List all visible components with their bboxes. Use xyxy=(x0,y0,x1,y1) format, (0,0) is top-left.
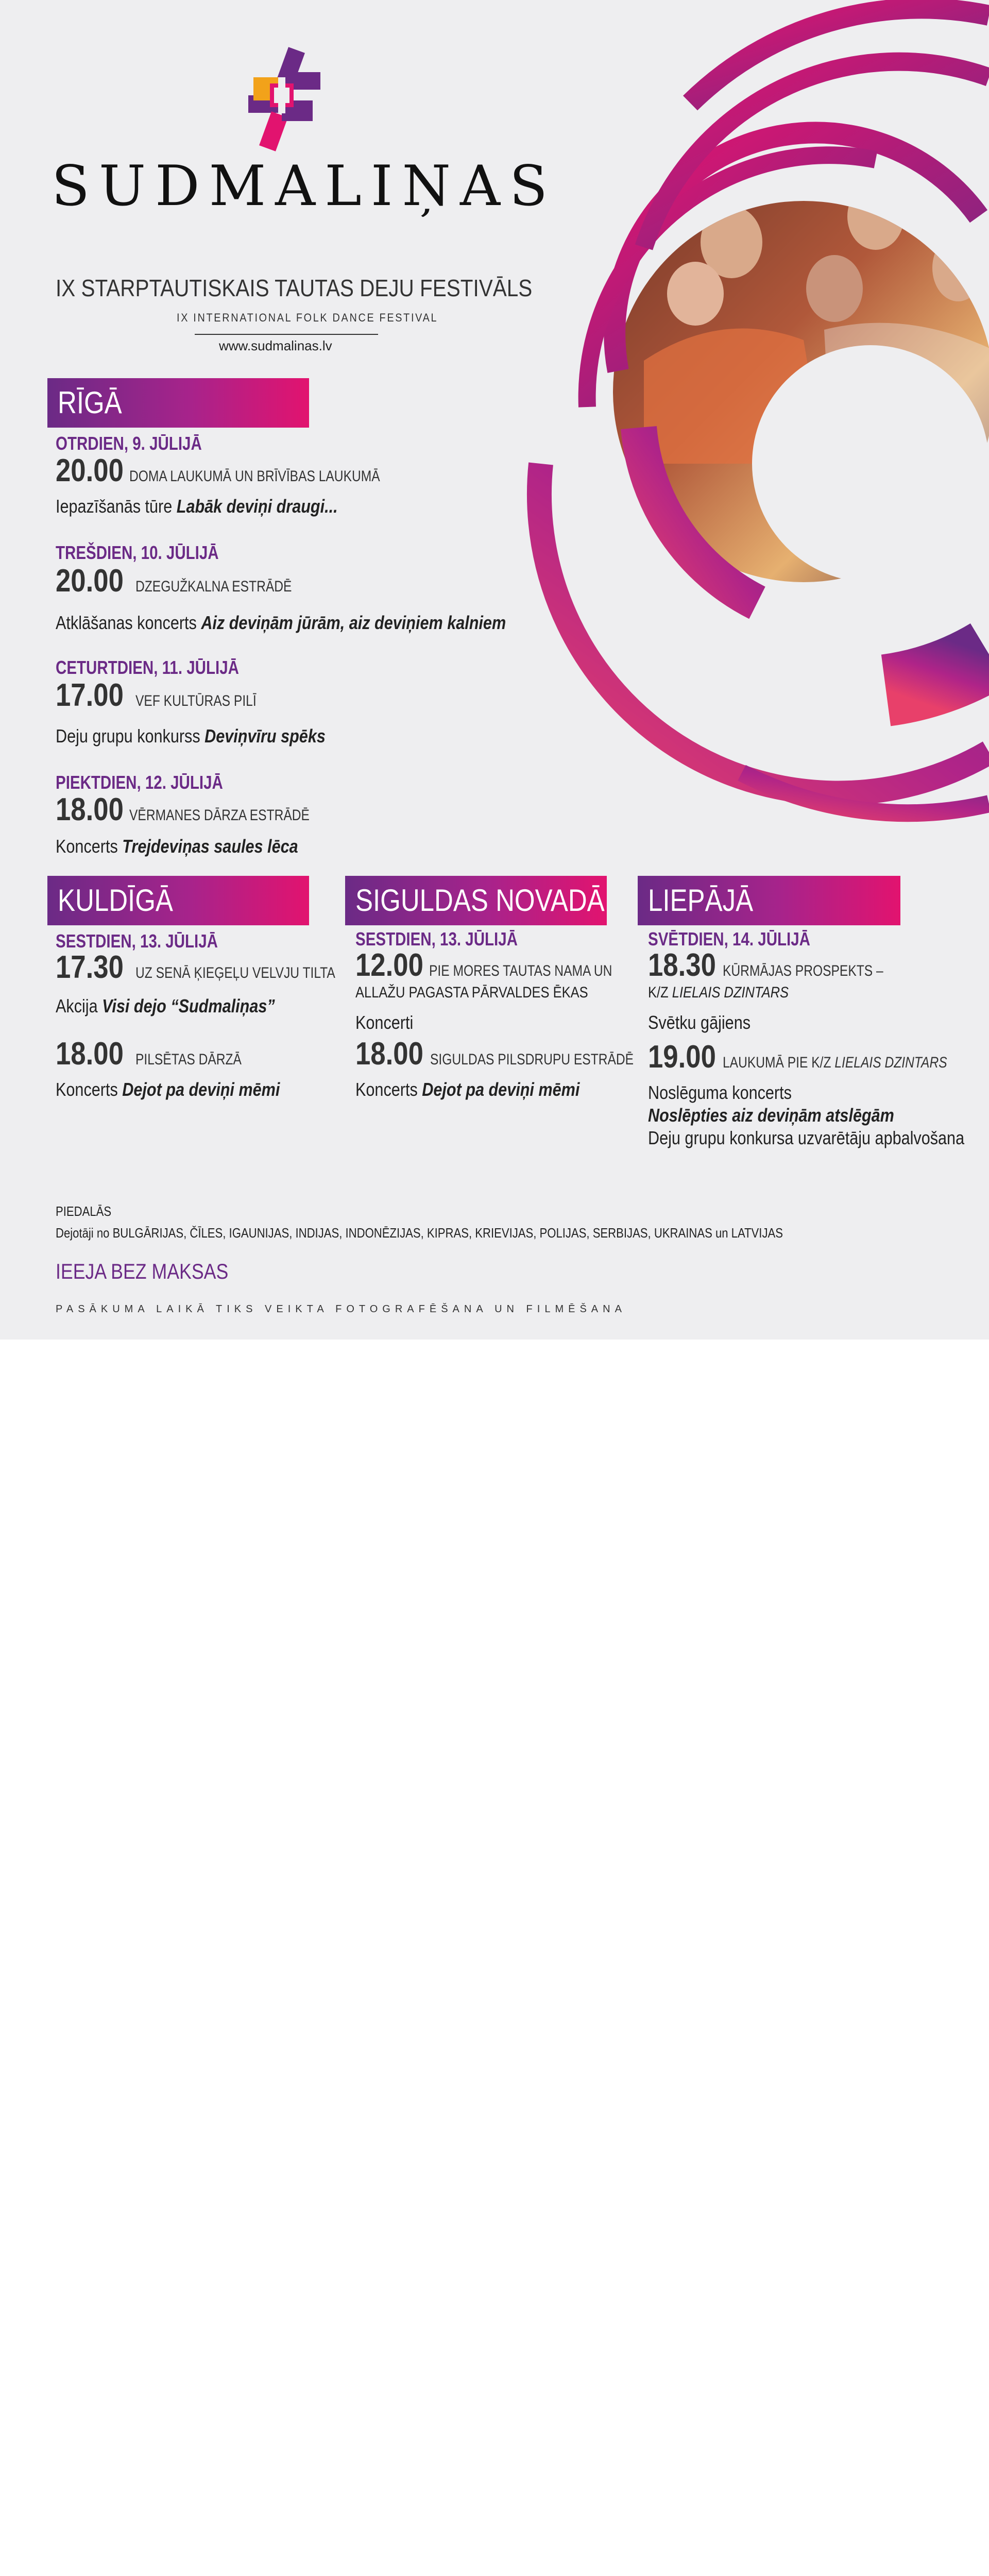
event-description-extra: Deju grupu konkursa uzvarētāju apbalvošana xyxy=(648,1127,965,1148)
event-description: Noslēguma koncerts xyxy=(648,1082,792,1103)
event-time-venue: 12.00 PIE MORES TAUTAS NAMA UN xyxy=(355,947,612,983)
festival-subtitle: IX STARPTAUTISKAIS TAUTAS DEJU FESTIVĀLS xyxy=(56,275,533,301)
event-description: Iepazīšanās tūre Labāk deviņi draugi... xyxy=(56,496,338,517)
event-description: Koncerts Dejot pa deviņi mēmi xyxy=(56,1079,280,1100)
event-description: Svētku gājiens xyxy=(648,1012,751,1033)
event-description: Koncerti xyxy=(355,1012,414,1033)
event-time-venue: 18.00 PILSĒTAS DĀRZĀ xyxy=(56,1036,242,1072)
event-time-venue: 19.00 LAUKUMĀ PIE K/Z LIELAIS DZINTARS xyxy=(648,1039,947,1075)
city-header-liepaja: LIEPĀJĀ xyxy=(638,876,900,925)
festival-title: SUDMALIŅAS xyxy=(52,154,557,218)
event-venue-line2: K/Z LIELAIS DZINTARS xyxy=(648,984,789,1001)
website-link[interactable]: www.sudmalinas.lv xyxy=(219,338,332,353)
event-time-venue: 18.00 SIGULDAS PILSDRUPU ESTRĀDĒ xyxy=(355,1036,634,1072)
festival-subtitle-en: IX INTERNATIONAL FOLK DANCE FESTIVAL xyxy=(177,311,438,324)
city-header-sigulda: SIGULDAS NOVADĀ xyxy=(345,876,607,925)
festival-logo-icon xyxy=(233,46,331,155)
header-divider xyxy=(195,334,378,335)
event-description: Koncerts Dejot pa deviņi mēmi xyxy=(355,1079,580,1100)
participants-text: Dejotāji no BULGĀRIJAS, ČĪLES, IGAUNIJAS, INDIJAS, INDONĒZIJAS, KIPRAS, KRIEVIJAS, POLIJAS, SERBIJAS, UKRAINAS un LATVIJAS xyxy=(56,1225,783,1241)
city-header-kuldiga: KULDĪGĀ xyxy=(47,876,309,925)
event-day: SESTDIEN, 13. JŪLIJĀ xyxy=(56,930,218,952)
event-description: Atklāšanas koncerts Aiz deviņām jūrām, aiz deviņiem kalniem xyxy=(56,612,506,633)
event-day: PIEKTDIEN, 12. JŪLIJĀ xyxy=(56,772,223,793)
event-time-venue: 17.00 VEF KULTŪRAS PILĪ xyxy=(56,677,257,713)
event-day: SVĒTDIEN, 14. JŪLIJĀ xyxy=(648,928,810,950)
event-description: Akcija Visi dejo “Sudmaliņas” xyxy=(56,995,275,1016)
event-day: SESTDIEN, 13. JŪLIJĀ xyxy=(355,928,518,950)
sponsors-footer xyxy=(0,1340,989,1455)
city-header-riga: RĪGĀ xyxy=(47,378,309,428)
event-time-venue: 20.00 DOMA LAUKUMĀ UN BRĪVĪBAS LAUKUMĀ xyxy=(56,453,380,488)
free-entry-note: IEEJA BEZ MAKSAS xyxy=(56,1259,229,1283)
participants-label: PIEDALĀS xyxy=(56,1204,112,1219)
event-description: Deju grupu konkurss Deviņvīru spēks xyxy=(56,725,326,747)
event-time-venue: 18.30 KŪRMĀJAS PROSPEKTS – xyxy=(648,947,883,983)
event-time-venue: 20.00 DZEGUŽKALNA ESTRĀDĒ xyxy=(56,563,292,599)
event-day: CETURTDIEN, 11. JŪLIJĀ xyxy=(56,657,239,678)
event-time-venue: 18.00 VĒRMANES DĀRZA ESTRĀDĒ xyxy=(56,792,310,827)
event-description-title: Noslēpties aiz deviņām atslēgām xyxy=(648,1105,894,1126)
event-day: OTRDIEN, 9. JŪLIJĀ xyxy=(56,433,202,454)
event-venue-line2: ALLAŽU PAGASTA PĀRVALDES ĒKAS xyxy=(355,984,588,1001)
event-time-venue: 17.30 UZ SENĀ ĶIEĢEĻU VELVJU TILTA xyxy=(56,950,335,985)
photo-filming-note: PASĀKUMA LAIKĀ TIKS VEIKTA FOTOGRAFĒŠANA UN FILMĒŠANA xyxy=(56,1303,626,1315)
event-description: Koncerts Trejdeviņas saules lēca xyxy=(56,836,298,857)
event-day: TREŠDIEN, 10. JŪLIJĀ xyxy=(56,542,219,563)
